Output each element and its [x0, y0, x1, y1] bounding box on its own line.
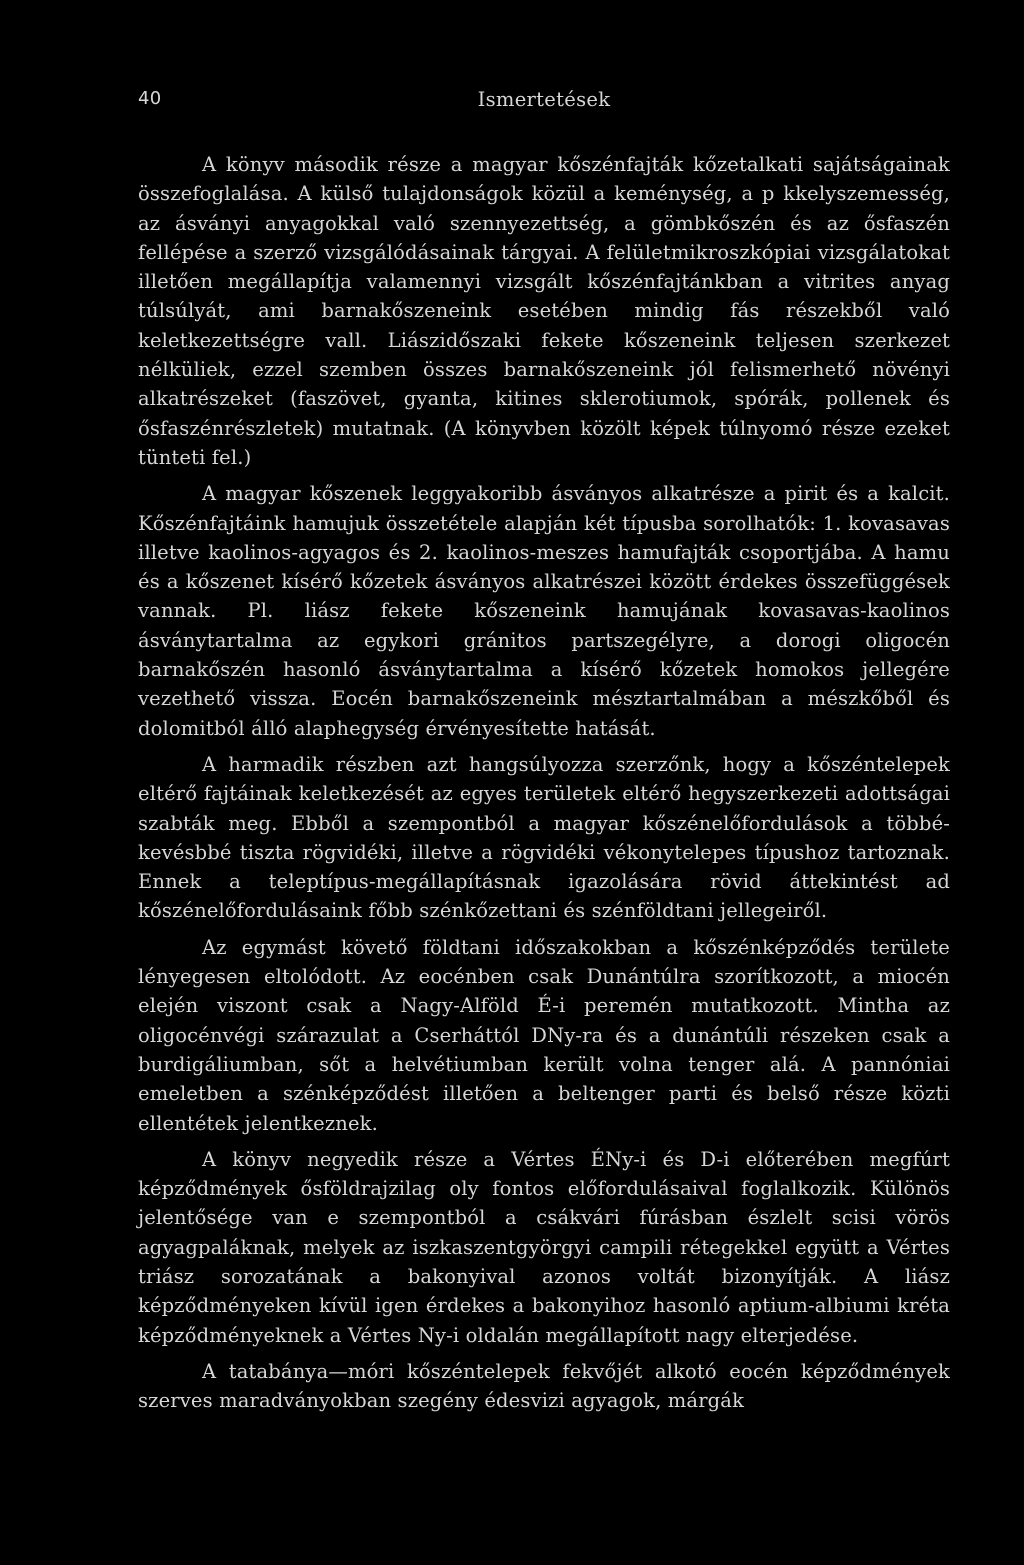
- page-number: 40: [138, 88, 162, 109]
- paragraph: A harmadik részben azt hangsúlyozza szerzőnk, hogy a kőszéntelepek eltérő fajtáinak keletkezését az egyes területek eltérő hegyszerkezeti adottságai szabták meg. Ebből a szempontból a magyar kőszénelőfordulások a többé-kevésbbé tiszta rögvidéki, illetve a rögvidéki vékonytelepes típushoz tartoznak. Ennek a teleptípus-megállapításnak igazolására rövid áttekintést ad kőszénelőfordulásaink főbb szénkőzettani és szénföldtani jellegeiről.: [138, 752, 950, 923]
- page-header: [138, 88, 950, 120]
- paragraph: A tatabánya—móri kőszéntelepek fekvőjét alkotó eocén képződmények szerves maradványokban szegény édesvizi agyagok, márgák: [138, 1359, 950, 1413]
- review-text: [138, 150, 950, 1415]
- paragraph: A magyar kőszenek leggyakoribb ásványos alkatrésze a pirit és a kalcit. Kőszénfajtáink hamujuk összetétele alapján két típusba sorolhatók: 1. kovasavas illetve kaolinos-agyagos és 2. kaolinos-meszes hamufajták csoportjába. A hamu és a kőszenet kísérő kőzetek ásványos alkatrészei között érdekes összefüggések vannak. Pl. liász fekete kőszeneink hamujának kovasavas-kaolinos ásványtartalma az egykori gránitos partszegélyre, a dorogi oligocén barnakőszén hasonló ásványtartalma a kísérő kőzetek homokos jellegére vezethető vissza. Eocén barnakőszeneink mésztartalmában a mészkőből és dolomitból álló alaphegység érvényesítette hatását.: [138, 482, 950, 740]
- paragraph: A könyv negyedik része a Vértes ÉNy-i és D-i előterében megfúrt képződmények ősföldrajzilag oly fontos előfordulásaival foglalkozik. Különös jelentősége van e szempontból a csákvári fúrásban észlelt scisi vörös agyagpaláknak, melyek az iszkaszentgyörgyi campili rétegekkel együtt a Vértes triász sorozatának a bakonyival azonos voltát bizonyítják. A liász képződményeken kívül igen érdekes a bakonyihoz hasonló aptium-albiumi kréta képződményeknek a Vértes Ny-i oldalán megállapított nagy elterjedése.: [138, 1147, 950, 1347]
- running-title: Ismertetések: [477, 88, 611, 111]
- paragraph: Az egymást követő földtani időszakokban a kőszénképződés területe lényegesen eltolódott. Az eocénben csak Dunántúlra szorítkozott, a miocén elején viszont csak a Nagy-Alföld É-i peremén mutatkozott. Mintha az oligocénvégi szárazulat a Cserháttól DNy-ra és a dunántúli részeken csak a burdigáliumban, sőt a helvétiumban került volna tenger alá. A pannóniai emeletben a szénképződést illetően a beltenger parti és belső része közti ellentétek jelentkeznek.: [138, 935, 950, 1135]
- paragraph: A könyv második része a magyar kőszénfajták kőzetalkati sajátságainak összefoglalása. A külső tulajdonságok közül a keménység, a p kkelyszemesség, az ásványi anyagokkal való szennyezettség, a gömbkőszén és az ősfaszén fellépése a szerző vizsgálódásainak tárgyai. A felületmikroszkópiai vizsgálatokat illetően megállapítja valamennyi vizsgált kőszénfajtánkban a vitrites anyag túlsúlyát, ami barnakőszeneink esetében mindig fás részekből való keletkezettségre vall. Liászidőszaki fekete kőszeneink teljesen szerkezet nélküliek, ezzel szemben összes barnakőszeneink jól felismerhető növényi alkatrészeket (faszövet, gyanta, kitines sklerotiumok, spórák, pollenek és ősfaszénrészletek) mutatnak. (A könyvben közölt képek túlnyomó része ezeket tünteti fel.): [138, 153, 950, 469]
